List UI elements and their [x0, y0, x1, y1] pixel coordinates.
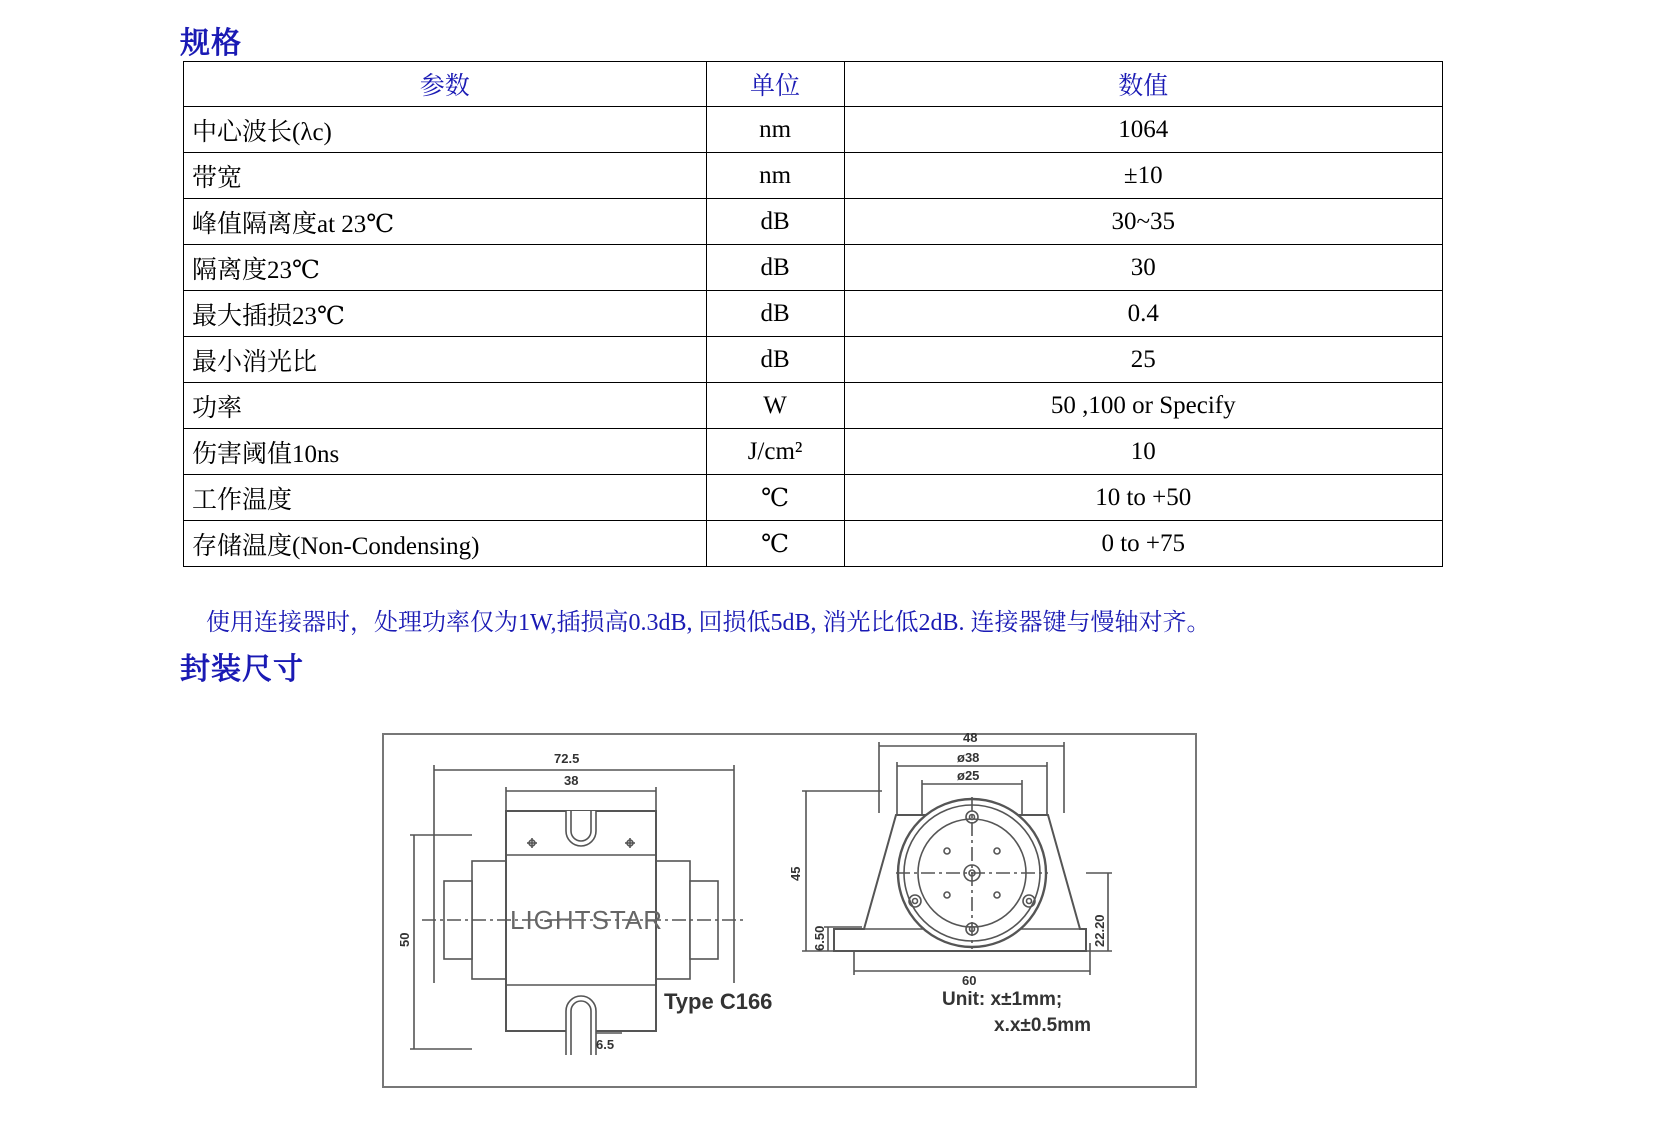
- package-section-title: 封装尺寸: [180, 652, 304, 687]
- cell-unit: ℃: [706, 521, 844, 567]
- header-value: 数值: [844, 62, 1442, 107]
- cell-param: 峰值隔离度at 23℃: [184, 199, 707, 245]
- dim-base-width: 60: [962, 973, 977, 988]
- cell-unit: dB: [706, 291, 844, 337]
- cell-param: 带宽: [184, 153, 707, 199]
- unit-line-1: Unit: x±1mm;: [942, 989, 1063, 1010]
- cell-value: 25: [844, 337, 1442, 383]
- spec-table-body: [184, 107, 1443, 567]
- table-row: [184, 429, 1443, 475]
- type-label: Type C166: [664, 989, 773, 1014]
- dim-body-length: 38: [564, 773, 579, 788]
- table-row: [184, 291, 1443, 337]
- package-dimension-drawing: [382, 733, 1197, 1088]
- cell-value: ±10: [844, 153, 1442, 199]
- table-header-row: [184, 62, 1443, 107]
- dim-height-left: 50: [397, 932, 412, 947]
- cell-value: 30~35: [844, 199, 1442, 245]
- table-row: [184, 199, 1443, 245]
- cell-unit: dB: [706, 199, 844, 245]
- brand-logo: LIGHTSTAR: [510, 905, 663, 935]
- table-row: [184, 383, 1443, 429]
- cell-unit: nm: [706, 153, 844, 199]
- cell-value: 0 to +75: [844, 521, 1442, 567]
- cell-unit: ℃: [706, 475, 844, 521]
- dim-slot: 6.5: [596, 1037, 615, 1052]
- cell-value: 1064: [844, 107, 1442, 153]
- unit-line-2: x.x±0.5mm: [994, 1015, 1092, 1036]
- dim-dia-outer: ø38: [957, 750, 980, 765]
- cell-unit: nm: [706, 107, 844, 153]
- cell-param: 最大插损23℃: [184, 291, 707, 337]
- cell-unit: dB: [706, 245, 844, 291]
- cell-unit: dB: [706, 337, 844, 383]
- header-unit: 单位: [706, 62, 844, 107]
- cell-param: 伤害阈值10ns: [184, 429, 707, 475]
- connector-note: 使用连接器时，处理功率仅为1W,插损高0.3dB, 回损低5dB, 消光比低2dB. 连接器键与慢轴对齐。: [206, 610, 1211, 636]
- dim-height-right: 45: [788, 866, 803, 881]
- cell-param: 隔离度23℃: [184, 245, 707, 291]
- spec-section-title: 规格: [180, 26, 242, 61]
- table-row: [184, 475, 1443, 521]
- spec-table: [183, 61, 1443, 567]
- table-row: [184, 107, 1443, 153]
- cell-param: 存储温度(Non-Condensing): [184, 521, 707, 567]
- dim-overall-length: 72.5: [554, 751, 580, 766]
- table-row: [184, 153, 1443, 199]
- table-row: [184, 245, 1443, 291]
- cell-value: 50 ,100 or Specify: [844, 383, 1442, 429]
- cell-value: 0.4: [844, 291, 1442, 337]
- header-param: 参数: [184, 62, 707, 107]
- dim-base-height: 6.50: [812, 925, 827, 951]
- cell-value: 30: [844, 245, 1442, 291]
- cell-unit: J/cm²: [706, 429, 844, 475]
- dim-dia-inner: ø25: [957, 768, 980, 783]
- cell-value: 10: [844, 429, 1442, 475]
- table-row: [184, 337, 1443, 383]
- dim-top-width: 48: [963, 733, 978, 745]
- cell-param: 工作温度: [184, 475, 707, 521]
- cell-unit: W: [706, 383, 844, 429]
- cell-param: 最小消光比: [184, 337, 707, 383]
- cell-param: 中心波长(λc): [184, 107, 707, 153]
- dim-center-height: 22.20: [1092, 914, 1107, 947]
- table-row: [184, 521, 1443, 567]
- cell-value: 10 to +50: [844, 475, 1442, 521]
- cell-param: 功率: [184, 383, 707, 429]
